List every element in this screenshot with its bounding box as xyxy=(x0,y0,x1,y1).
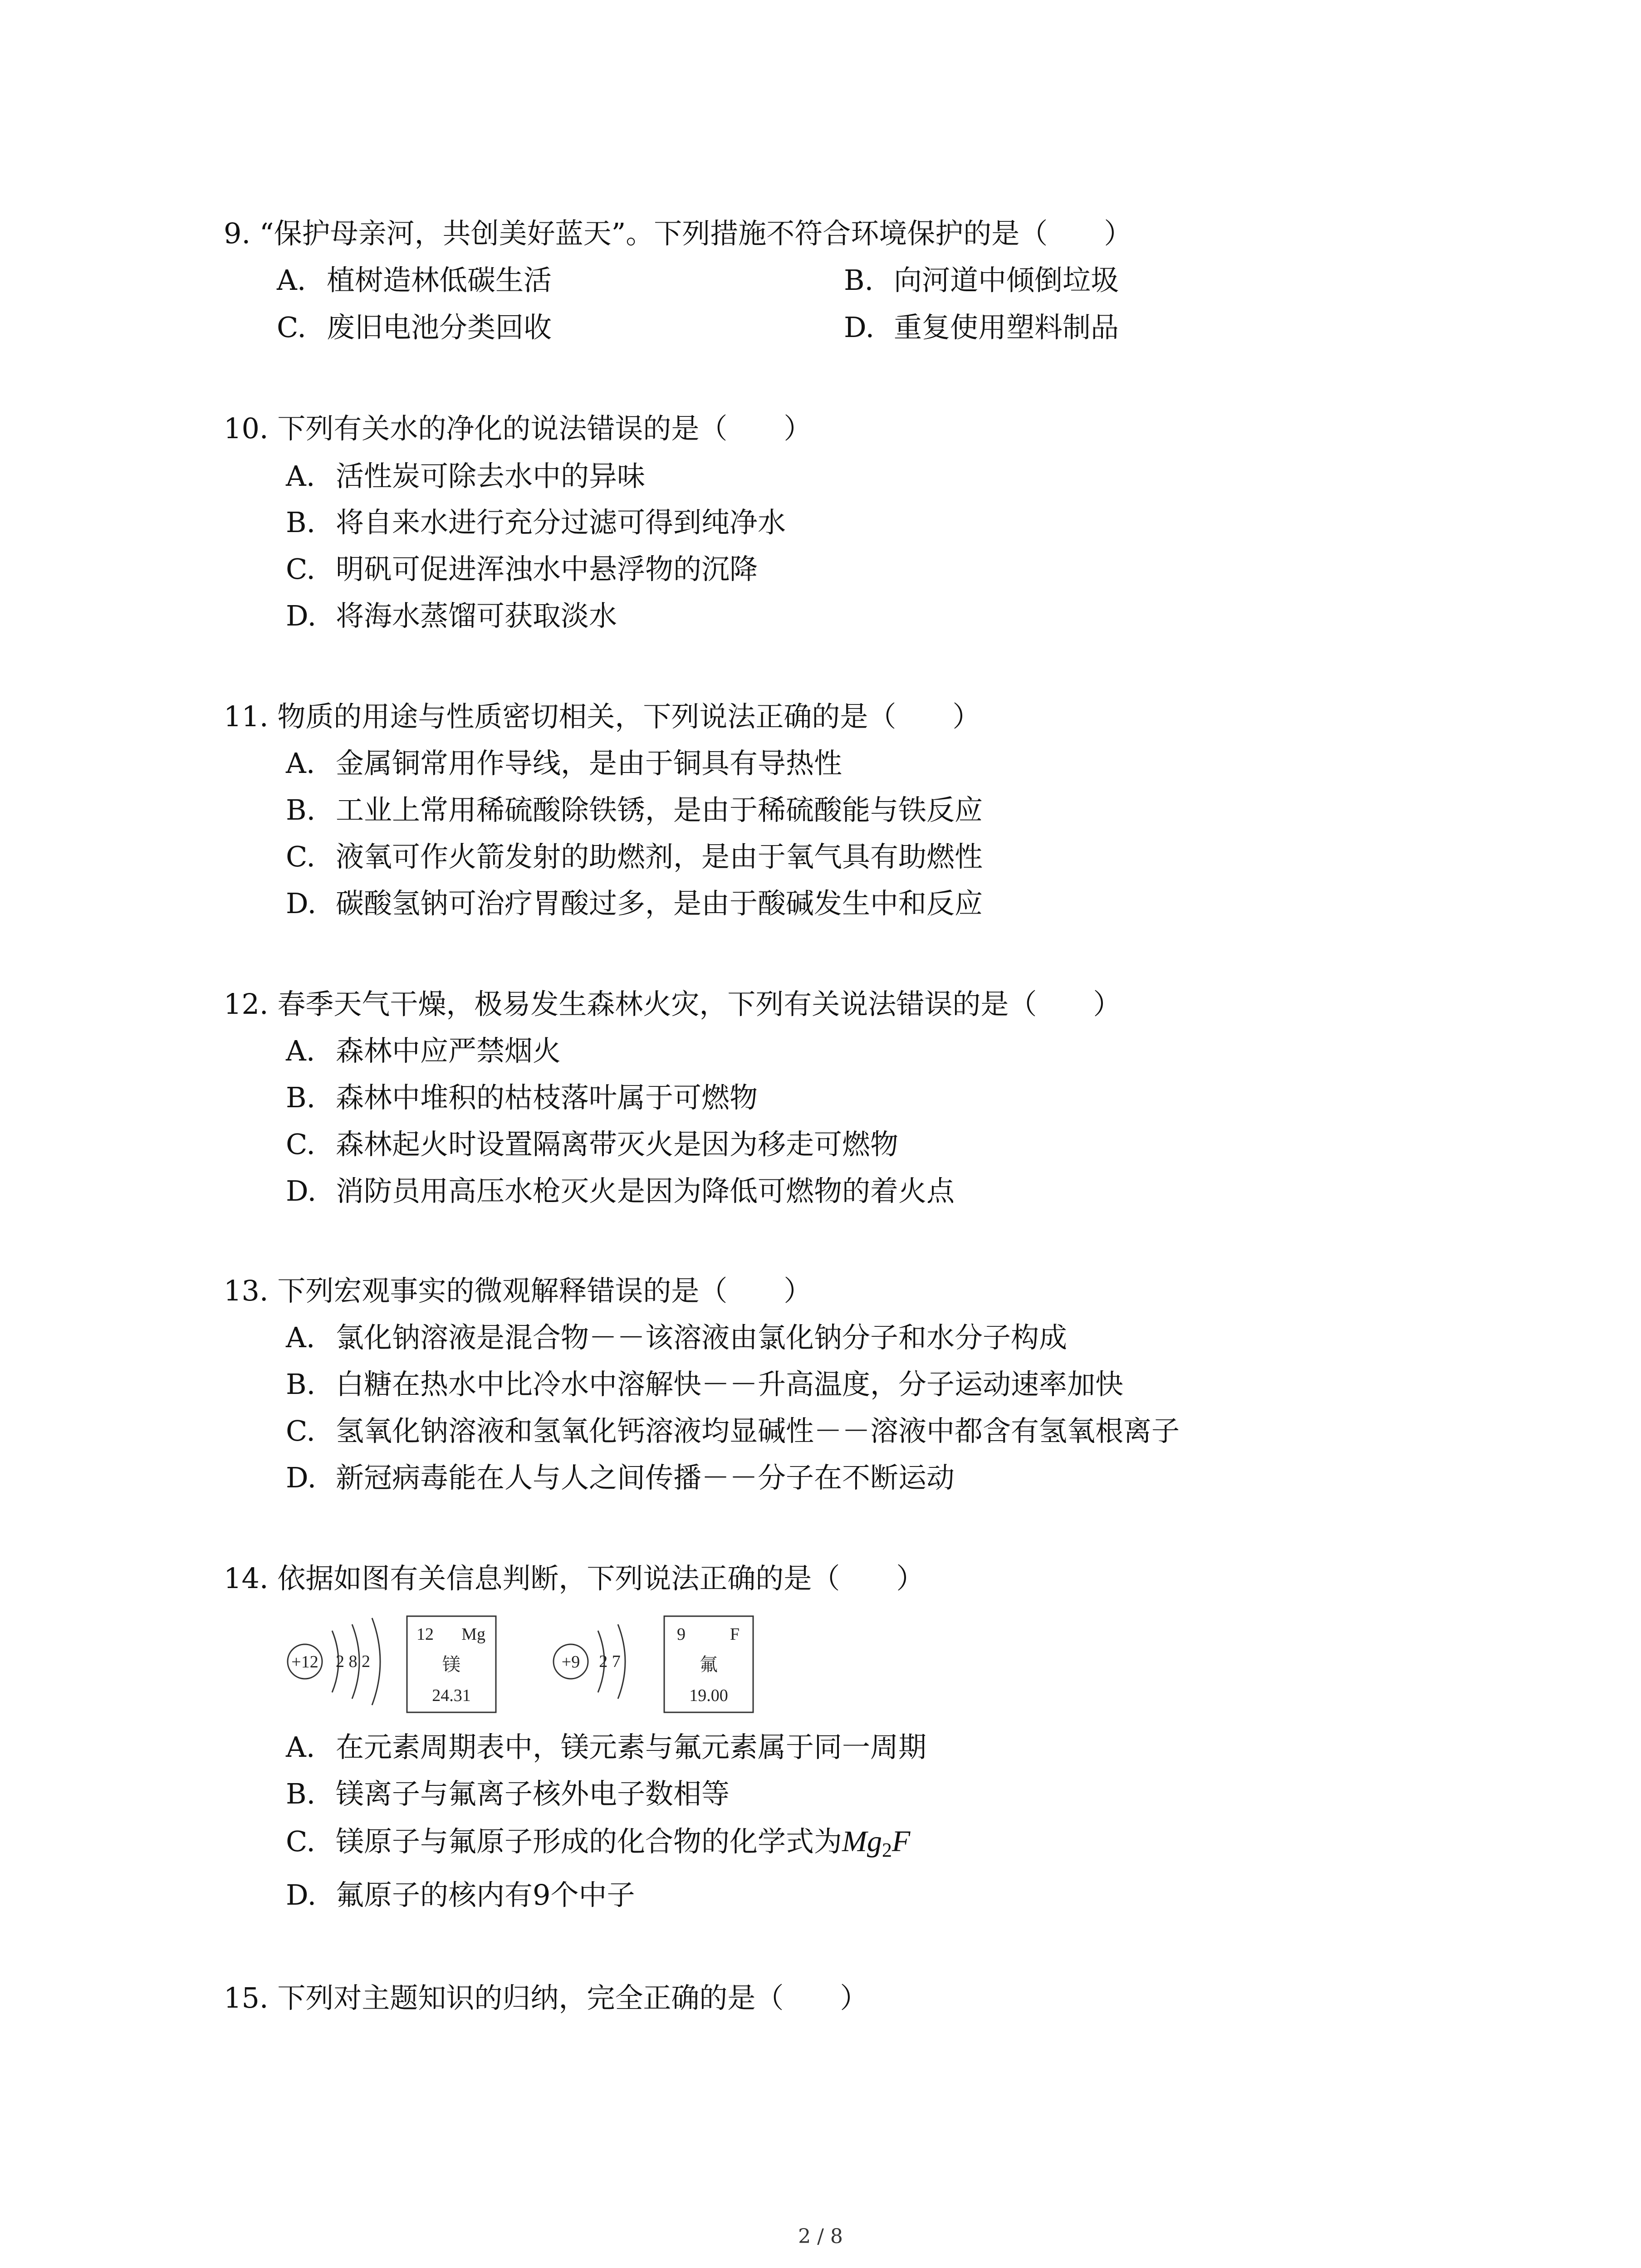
element-figure-svg xyxy=(281,1608,789,1721)
question-9-option-a xyxy=(277,262,552,298)
option-text: 氢氧化钠溶液和氢氧化钙溶液均显碱性－－溶液中都含有氢氧根离子 xyxy=(336,1414,1180,1447)
option-text: 植树造林低碳生活 xyxy=(327,264,552,297)
option-letter: C. xyxy=(286,840,315,873)
question-13-option-c xyxy=(286,1413,1180,1449)
option-letter: D. xyxy=(844,311,875,344)
question-11-option-b xyxy=(286,792,983,828)
mg-atomic-number: 12 xyxy=(416,1625,434,1644)
option-letter: B. xyxy=(286,793,316,826)
question-text: 下列对主题知识的归纳，完全正确的是（ ） xyxy=(277,1981,868,2014)
question-number: 12. xyxy=(224,987,269,1021)
question-9-stem xyxy=(224,215,1132,252)
f-element-name: 氟 xyxy=(700,1654,718,1675)
question-11-option-c xyxy=(286,839,983,875)
option-text: 森林起火时设置隔离带灭火是因为移走可燃物 xyxy=(336,1128,899,1161)
f-atomic-mass: 19.00 xyxy=(689,1686,728,1705)
option-text: 消防员用高压水枪灭火是因为降低可燃物的着火点 xyxy=(336,1174,955,1207)
option-letter: B. xyxy=(286,1777,316,1810)
option-text: 森林中堆积的枯枝落叶属于可燃物 xyxy=(336,1081,758,1114)
option-letter: A. xyxy=(286,459,315,493)
option-letter: A. xyxy=(286,1321,315,1354)
option-text: 白糖在热水中比冷水中溶解快－－升高温度，分子运动速率加快 xyxy=(336,1368,1124,1401)
chemical-formula xyxy=(842,1825,911,1861)
question-number: 9. xyxy=(224,217,251,250)
option-text: 在元素周期表中，镁元素与氟元素属于同一周期 xyxy=(336,1730,927,1764)
option-letter: D. xyxy=(286,1878,317,1911)
question-12-option-c xyxy=(286,1126,898,1163)
formula-tail: F xyxy=(892,1825,911,1858)
question-10-option-b xyxy=(286,504,786,541)
option-text: 废旧电池分类回收 xyxy=(327,311,552,344)
question-15-stem xyxy=(224,1980,868,2016)
option-letter: C. xyxy=(286,1414,315,1447)
option-text: 重复使用塑料制品 xyxy=(894,311,1119,344)
question-9-option-b xyxy=(844,262,1119,298)
question-10-option-a xyxy=(286,458,645,494)
mg-nucleus-charge: +12 xyxy=(291,1652,318,1672)
question-10-option-c xyxy=(286,551,758,587)
question-14-option-a xyxy=(286,1729,926,1765)
mg-atom-diagram xyxy=(288,1618,380,1705)
question-text: “保护母亲河，共创美好蓝天”。下列措施不符合环境保护的是（ ） xyxy=(259,217,1132,250)
question-number: 13. xyxy=(224,1274,269,1307)
option-text: 镁原子与氟原子形成的化合物的化学式为 xyxy=(336,1825,843,1858)
question-text: 下列有关水的净化的说法错误的是（ ） xyxy=(277,412,812,445)
option-letter: B. xyxy=(286,1081,316,1114)
option-letter: D. xyxy=(286,1174,317,1207)
mg-symbol: Mg xyxy=(461,1625,485,1644)
option-letter: D. xyxy=(286,887,317,920)
option-text: 氯化钠溶液是混合物－－该溶液由氯化钠分子和水分子构成 xyxy=(336,1321,1068,1354)
option-text: 森林中应严禁烟火 xyxy=(336,1034,561,1067)
question-12-option-b xyxy=(286,1080,758,1116)
question-number: 10. xyxy=(224,412,269,445)
question-12-option-d xyxy=(286,1173,955,1209)
option-text: 工业上常用稀硫酸除铁锈，是由于稀硫酸能与铁反应 xyxy=(336,793,983,826)
question-text: 春季天气干燥，极易发生森林火灾，下列有关说法错误的是（ ） xyxy=(277,987,1122,1021)
question-number: 11. xyxy=(224,700,269,733)
question-10-stem xyxy=(224,411,812,447)
f-atomic-number: 9 xyxy=(677,1625,686,1644)
option-text: 新冠病毒能在人与人之间传播－－分子在不断运动 xyxy=(336,1461,955,1494)
question-11-stem xyxy=(224,699,980,735)
question-13-option-b xyxy=(286,1366,1123,1403)
question-13-option-d xyxy=(286,1460,955,1496)
option-letter: A. xyxy=(286,747,315,780)
page-number: 2 / 8 xyxy=(798,2225,843,2248)
option-letter: A. xyxy=(286,1034,315,1067)
question-12-option-a xyxy=(286,1033,561,1069)
question-12-stem xyxy=(224,986,1121,1022)
formula-subscript: 2 xyxy=(882,1839,892,1861)
option-letter: D. xyxy=(286,599,317,632)
option-text: 氟原子的核内有9个中子 xyxy=(336,1878,635,1911)
option-text: 活性炭可除去水中的异味 xyxy=(336,459,646,493)
question-9-option-d xyxy=(844,309,1119,346)
option-letter: B. xyxy=(844,264,874,297)
question-text: 依据如图有关信息判断，下列说法正确的是（ ） xyxy=(277,1562,925,1595)
mg-periodic-cell xyxy=(407,1616,496,1712)
mg-element-name: 镁 xyxy=(442,1654,460,1675)
option-text: 金属铜常用作导线，是由于铜具有导热性 xyxy=(336,747,843,780)
mg-shell-arc xyxy=(372,1618,380,1705)
option-text: 将自来水进行充分过滤可得到纯净水 xyxy=(336,506,786,539)
f-periodic-cell xyxy=(664,1616,753,1712)
option-letter: C. xyxy=(277,311,306,344)
option-text: 碳酸氢钠可治疗胃酸过多，是由于酸碱发生中和反应 xyxy=(336,887,983,920)
question-9-option-c xyxy=(277,309,552,346)
option-letter: A. xyxy=(277,264,306,297)
option-text: 向河道中倾倒垃圾 xyxy=(894,264,1119,297)
mg-shell-electrons: 2 8 2 xyxy=(336,1652,370,1671)
question-14-option-c xyxy=(286,1823,910,1868)
question-14-stem xyxy=(224,1560,924,1597)
question-10-option-d xyxy=(286,598,617,634)
element-info-figure xyxy=(281,1608,789,1721)
question-13-stem xyxy=(224,1273,812,1309)
option-text: 明矾可促进浑浊水中悬浮物的沉降 xyxy=(336,552,758,586)
option-letter: C. xyxy=(286,1128,315,1161)
option-text: 将海水蒸馏可获取淡水 xyxy=(336,599,617,632)
question-11-option-d xyxy=(286,885,983,922)
question-number: 14. xyxy=(224,1562,269,1595)
option-letter: A. xyxy=(286,1730,315,1764)
option-letter: C. xyxy=(286,552,315,586)
f-atom-diagram xyxy=(554,1624,625,1699)
question-13-option-a xyxy=(286,1320,1067,1356)
question-14-option-b xyxy=(286,1776,730,1812)
question-11-option-a xyxy=(286,745,842,782)
option-letter: D. xyxy=(286,1461,317,1494)
question-text: 下列宏观事实的微观解释错误的是（ ） xyxy=(277,1274,812,1307)
option-letter: B. xyxy=(286,1368,316,1401)
f-symbol: F xyxy=(730,1625,740,1644)
mg-atomic-mass: 24.31 xyxy=(432,1686,471,1705)
formula-base: Mg xyxy=(842,1825,882,1858)
question-number: 15. xyxy=(224,1981,269,2014)
question-text: 物质的用途与性质密切相关，下列说法正确的是（ ） xyxy=(277,700,981,733)
f-nucleus-charge: +9 xyxy=(561,1652,580,1672)
option-text: 液氧可作火箭发射的助燃剂，是由于氧气具有助燃性 xyxy=(336,840,983,873)
question-14-option-d xyxy=(286,1877,635,1913)
f-shell-electrons: 2 7 xyxy=(599,1652,621,1671)
option-text: 镁离子与氟离子核外电子数相等 xyxy=(336,1777,730,1810)
option-letter: B. xyxy=(286,506,316,539)
option-letter: C. xyxy=(286,1825,315,1858)
